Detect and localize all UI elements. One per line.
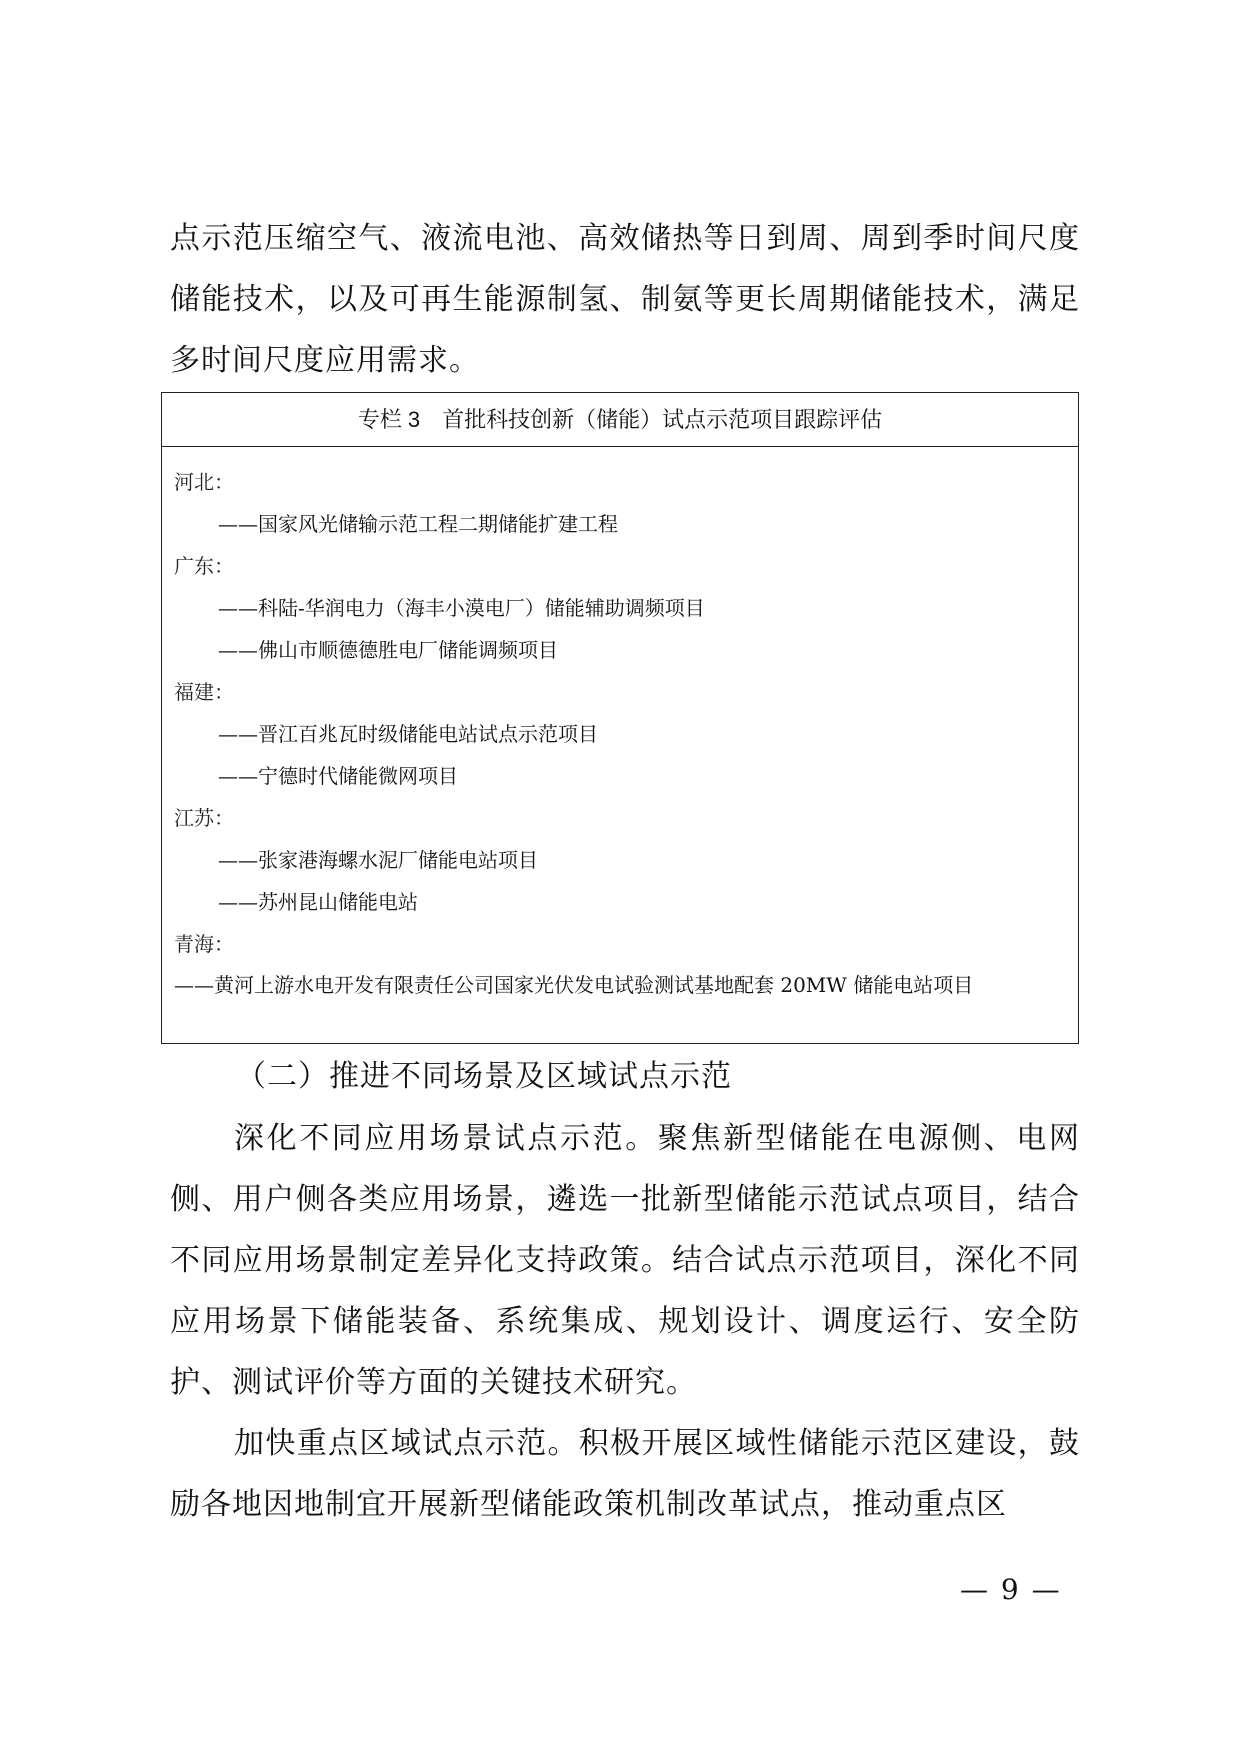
column-box-body — [162, 447, 1078, 1005]
column-title: 首批科技创新（储能）试点示范项目跟踪评估 — [442, 408, 883, 433]
project-item: ——苏州昆山储能电站 — [218, 890, 418, 914]
body-paragraph: 深化不同应用场景试点示范。聚焦新型储能在电源侧、电网侧、用户侧各类应用场景，遴选一批新型储能示范试点项目，结合不同应用场景制定差异化支持政策。结合试点示范项目，深化不同应用场景下储能装备、系统集成、规划设计、调度运行、安全防护、测试评价等方面的关键技术研究。 — [170, 1121, 1080, 1400]
project-item: ——宁德时代储能微网项目 — [218, 764, 458, 788]
region-heading-guangdong: 广东： — [174, 554, 234, 578]
body-paragraph: 加快重点区域试点示范。积极开展区域性储能示范区建设，鼓励各地因地制宜开展新型储能政策机制改革试点，推动重点区 — [170, 1426, 1080, 1522]
project-item: ——晋江百兆瓦时级储能电站试点示范项目 — [218, 722, 598, 746]
project-item: ——黄河上游水电开发有限责任公司国家光伏发电试验测试基地配套 20MW 储能电站项目 — [174, 973, 974, 997]
intro-paragraph: 点示范压缩空气、液流电池、高效储热等日到周、周到季时间尺度储能技术，以及可再生能源制氢、制氨等更长周期储能技术，满足多时间尺度应用需求。 — [170, 221, 1080, 378]
column-box-title — [162, 393, 1078, 447]
project-item: ——科陆-华润电力（海丰小漠电厂）储能辅助调频项目 — [218, 596, 705, 620]
column-box — [161, 392, 1079, 1044]
region-heading-hebei: 河北： — [174, 470, 234, 494]
project-item: ——张家港海螺水泥厂储能电站项目 — [218, 848, 538, 872]
section-heading: （二）推进不同场景及区域试点示范 — [236, 1059, 732, 1094]
column-number: 专栏 3 — [357, 407, 421, 432]
project-item: ——佛山市顺德德胜电厂储能调频项目 — [218, 638, 558, 662]
region-heading-fujian: 福建： — [174, 680, 234, 704]
project-item: ——国家风光储输示范工程二期储能扩建工程 — [218, 512, 618, 536]
region-heading-qinghai: 青海： — [174, 932, 234, 956]
page-number: — 9 — — [960, 1573, 1062, 1606]
region-heading-jiangsu: 江苏： — [174, 806, 234, 830]
